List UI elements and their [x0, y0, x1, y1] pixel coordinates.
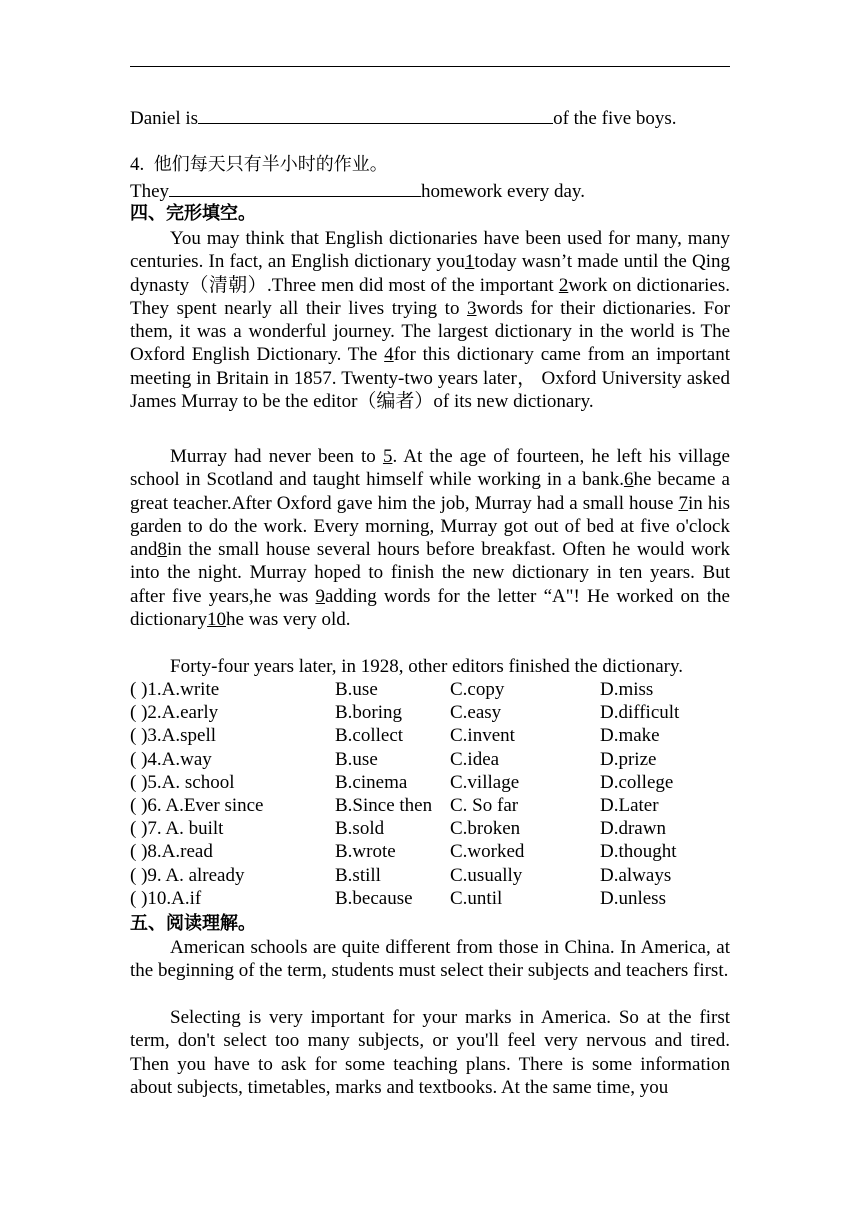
cloze-text: today wasn’t made until the Qing dynasty（清朝）.Three men did most of the important: [130, 251, 730, 296]
option-choice-b[interactable]: B.still: [335, 864, 381, 886]
cloze-blank-4[interactable]: 4: [384, 344, 394, 366]
option-choice-d[interactable]: D.always: [600, 864, 672, 886]
option-answer-slot[interactable]: ( )1.A.write: [130, 679, 220, 700]
cloze-text: he was very old.: [226, 609, 351, 631]
option-answer-slot[interactable]: ( )9. A. already: [130, 864, 245, 886]
option-choice-b[interactable]: B.boring: [335, 702, 403, 724]
cloze-text: words for their dictionaries. For them, it was a wonderful journey. The largest dictionary in the world is The Oxford English Dictionary. The: [130, 297, 730, 366]
cloze-paragraph-3: Forty-four years later, in 1928, other editors finished the dictionary.: [170, 656, 683, 677]
cloze-text: . At the age of fourteen, he left his village school in Scotland and taught himself while working in a bank.: [130, 446, 730, 491]
cloze-text: in the small house several hours before breakfast. Often he would work into the night. Murray hoped to finish the new dictionary in ten years. But after five years,he was: [130, 539, 730, 607]
option-answer-slot[interactable]: ( )3.A.spell: [130, 725, 217, 747]
option-choice-c[interactable]: C.copy: [450, 679, 505, 700]
option-answer-slot[interactable]: ( )2.A.early: [130, 702, 219, 724]
cloze-text: he became a great teacher.After Oxford gave him the job, Murray had a small house: [130, 469, 730, 514]
cloze-blank-1[interactable]: 1: [464, 251, 475, 273]
reading-paragraph-2: Selecting is very important for your marks in America. So at the first term, don't select too many subjects, or you'll feel very nervous and tired. Then you have to ask for some teaching plans. There is some information about subjects, timetables, marks and textbooks. At the same time, you: [130, 1007, 730, 1098]
cloze-paragraph-2: [130, 445, 730, 631]
option-choice-d[interactable]: D.Later: [600, 795, 659, 816]
option-choice-c[interactable]: C. So far: [450, 795, 519, 816]
option-row: [130, 748, 730, 771]
option-choice-c[interactable]: C.broken: [450, 818, 521, 840]
option-row: [130, 817, 730, 840]
option-choice-c[interactable]: C.invent: [450, 725, 515, 747]
option-choice-c[interactable]: C.usually: [450, 864, 523, 886]
cloze-blank-2[interactable]: 2: [558, 274, 569, 296]
answer-blank[interactable]: [198, 105, 553, 124]
section-heading-cloze: 四、完形填空。: [130, 203, 256, 224]
option-choice-d[interactable]: D.make: [600, 725, 660, 747]
option-choice-b[interactable]: B.collect: [335, 725, 404, 747]
option-row: [130, 840, 730, 863]
option-answer-slot[interactable]: ( )4.A.way: [130, 748, 212, 770]
option-choice-c[interactable]: C.village: [450, 771, 520, 793]
cloze-text: You may think that English dictionaries have been used for many, many centuries. In fact, an English dictionary you: [130, 228, 730, 273]
option-choice-c[interactable]: C.easy: [450, 702, 502, 724]
answer-blank[interactable]: [169, 178, 421, 197]
option-row: [130, 864, 730, 887]
section-heading-reading: 五、阅读理解。: [130, 913, 256, 934]
option-row: [130, 678, 730, 701]
option-row: [130, 771, 730, 794]
option-choice-c[interactable]: C.idea: [450, 748, 500, 770]
cloze-blank-10[interactable]: 10: [207, 609, 227, 631]
translation-q4-chinese: 4. 他们每天只有半小时的作业。: [130, 154, 388, 175]
option-choice-d[interactable]: D.prize: [600, 748, 657, 770]
option-choice-d[interactable]: D.college: [600, 771, 674, 793]
option-choice-d[interactable]: D.miss: [600, 679, 654, 700]
cloze-text: for this dictionary came from an important meeting in Britain in 1857. Twenty-two years later， Oxford University asked James Murray to be the editor（编者）of its new dictionary.: [130, 344, 730, 413]
cloze-paragraph-1: [130, 227, 730, 413]
cloze-blank-7[interactable]: 7: [678, 492, 688, 514]
option-choice-d[interactable]: D.difficult: [600, 702, 680, 724]
option-answer-slot[interactable]: ( )8.A.read: [130, 841, 213, 863]
cloze-blank-5[interactable]: 5: [382, 446, 393, 467]
option-choice-c[interactable]: C.worked: [450, 841, 525, 863]
option-answer-slot[interactable]: ( )7. A. built: [130, 818, 224, 840]
option-row: [130, 724, 730, 747]
header-rule: [130, 66, 730, 67]
cloze-blank-9[interactable]: 9: [315, 585, 325, 607]
option-row: [130, 887, 730, 910]
option-choice-b[interactable]: B.sold: [335, 818, 385, 840]
option-choice-d[interactable]: D.drawn: [600, 818, 666, 840]
cloze-blank-6[interactable]: 6: [623, 469, 634, 491]
cloze-blank-8[interactable]: 8: [157, 539, 167, 561]
option-choice-d[interactable]: D.thought: [600, 841, 677, 863]
option-choice-b[interactable]: B.use: [335, 748, 378, 770]
cloze-text: work on dictionaries. They spent nearly all their lives trying to: [130, 274, 731, 319]
option-choice-d[interactable]: D.unless: [600, 887, 666, 909]
cloze-blank-3[interactable]: 3: [467, 297, 477, 319]
cloze-text: adding words for the letter “A"! He worked on the dictionary: [130, 585, 730, 631]
cloze-text: Murray had never been to: [170, 446, 383, 467]
option-answer-slot[interactable]: ( )10.A.if: [130, 887, 202, 909]
option-choice-b[interactable]: B.wrote: [335, 841, 396, 863]
translation-q3: Daniel is of the five boys.: [130, 105, 677, 130]
option-choice-c[interactable]: C.until: [450, 887, 503, 909]
option-choice-b[interactable]: B.because: [335, 887, 413, 909]
option-answer-slot[interactable]: ( )5.A. school: [130, 771, 235, 793]
translation-q4: They homework every day.: [130, 178, 585, 203]
cloze-text: in his garden to do the work. Every morning, Murray got out of bed at five o'clock and: [130, 492, 731, 561]
reading-paragraph-1: American schools are quite different from those in China. In America, at the beginning of the term, students must select their subjects and teachers first.: [130, 937, 730, 982]
option-choice-b[interactable]: B.cinema: [335, 771, 408, 793]
option-row: [130, 794, 730, 817]
option-choice-b[interactable]: B.use: [335, 679, 378, 700]
option-row: [130, 701, 730, 724]
option-answer-slot[interactable]: ( )6. A.Ever since: [130, 795, 264, 816]
option-choice-b[interactable]: B.Since then: [335, 795, 433, 816]
